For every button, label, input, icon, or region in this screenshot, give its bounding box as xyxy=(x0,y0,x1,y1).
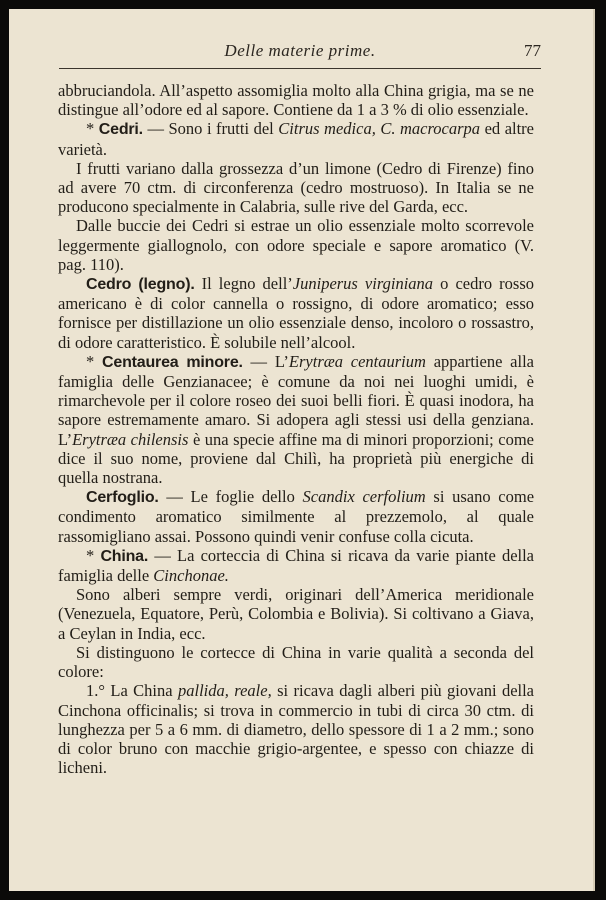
entry-heading: China. xyxy=(100,547,149,565)
paragraph xyxy=(58,585,534,643)
paragraph xyxy=(58,159,534,217)
text-run: appartiene alla famiglia delle Genzianacee; è comune da noi nei luoghi umidi, è rimarchevole per il colore roseo dei suoi belli fiori. È quasi inodora, ha sapore estremamente amaro. Si adopera agli stessi usi della genziana. L’ xyxy=(58,351,534,449)
entry-heading: Cedro (legno). xyxy=(86,276,195,294)
paragraph xyxy=(58,546,534,585)
entry-heading: Cerfoglio. xyxy=(86,489,159,507)
text-run: ed altre varietà. xyxy=(58,119,534,159)
text-run: * xyxy=(86,545,101,565)
running-head-title: Delle materie prime. xyxy=(224,41,376,60)
paragraph xyxy=(58,119,534,158)
text-run: — La corteccia di China si ricava da varie piante della famiglia delle xyxy=(58,545,535,586)
italic-term: Juniperus virginiana xyxy=(292,274,434,294)
entry-heading: Centaurea minore. xyxy=(102,353,243,371)
book-page xyxy=(9,9,595,891)
text-run: Si distinguono le cortecce di China in varie qualità a seconda del colore: xyxy=(58,642,534,682)
italic-term: Cinchonae. xyxy=(153,566,229,586)
page-number: 77 xyxy=(524,41,541,60)
text-run: 1.° La China xyxy=(86,681,178,701)
paragraph xyxy=(58,274,534,352)
header-rule xyxy=(59,68,541,69)
paragraph xyxy=(58,643,534,681)
text-run: * xyxy=(86,351,103,371)
text-run: è una specie affine ma di minori proporzioni; come dice il suo nome, proviene dal Chilì, ha proprietà più energiche di quella nostrana. xyxy=(58,429,534,488)
paragraph xyxy=(58,681,534,777)
text-run: * xyxy=(86,119,99,139)
paragraph xyxy=(58,352,534,487)
paragraph xyxy=(58,216,534,274)
paragraph xyxy=(58,81,534,119)
text-run: Dalle buccie dei Cedri si estrae un olio essenziale molto scorrevole leggermente giallognolo, con odore speciale e sapore aromatico (V. pag. 110). xyxy=(58,216,534,274)
text-run: I frutti variano dalla grossezza d’un limone (Cedro di Firenze) fino ad avere 70 ctm. di circonferenza (cedro mostruoso). In Italia se ne producono specialmente in Calabria, sulle rive del Garda, ecc. xyxy=(58,158,534,217)
italic-term: Erytræa centaurium xyxy=(288,351,426,371)
text-run: Sono alberi sempre verdi, originari dell’America meridionale (Venezuela, Equatore, Perù, Colombia e Bolivia). Si coltivano a Giava, a Ceylan in India, ecc. xyxy=(58,585,534,643)
paragraph xyxy=(58,487,534,546)
italic-term: Erytræa chilensis xyxy=(72,429,189,449)
text-run: si usano come condimento aromatico similmente al prezzemolo, al quale rassomigliano assai. Possono quindi venir confuse colla cicuta. xyxy=(58,487,535,546)
text-run: — L’ xyxy=(242,351,289,371)
page-body xyxy=(58,81,534,777)
italic-term: Scandix cerfolium xyxy=(302,487,426,507)
entry-heading: Cedri. xyxy=(98,121,143,139)
text-run: si ricava dagli alberi più giovani della Cinchona officinalis; si trova in commercio in tubi di circa 30 ctm. di lunghezza per 5 a 6 mm. di diametro, dello spessore di 1 a 2 mm.; sono di color bruno con macchie grigio-argentee, e spesso con chiazze di licheni. xyxy=(58,681,535,778)
running-head xyxy=(59,41,541,67)
text-run: abbruciandola. All’aspetto assomiglia molto alla China grigia, ma se ne distingue all’odore ed al sapore. Contiene da 1 a 3 % di olio essenziale. xyxy=(58,81,534,120)
text-run: o cedro rosso americano è di color cannella o rossigno, di odore aromatico; esso fornisce per distillazione un olio essenziale denso, incoloro o rossastro, di odore caratteristico. È solubile nell’alcool. xyxy=(58,274,534,352)
text-run: — Sono i frutti del xyxy=(142,119,279,139)
text-run: Il legno dell’ xyxy=(194,274,293,294)
text-run: — Le foglie dello xyxy=(158,487,303,507)
italic-term: pallida, reale, xyxy=(178,681,272,701)
italic-term: Citrus medica, C. macrocarpa xyxy=(278,119,481,139)
